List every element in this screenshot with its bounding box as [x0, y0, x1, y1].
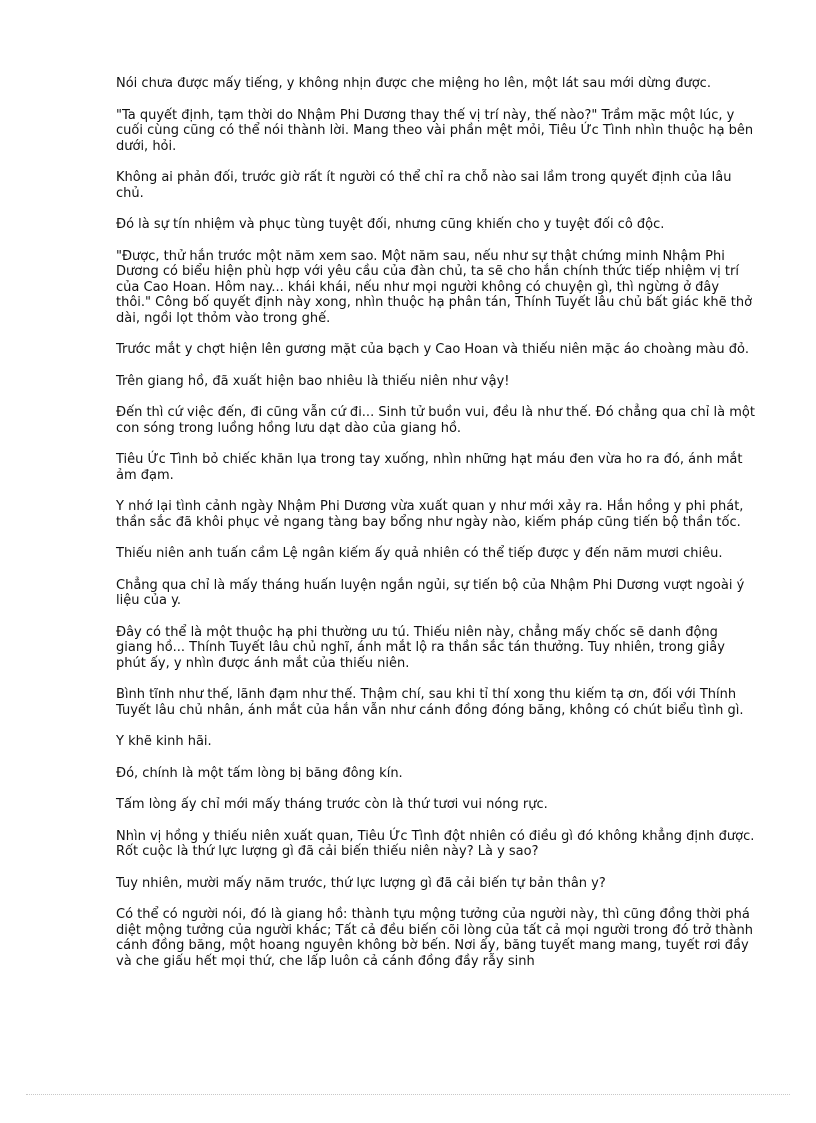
- paragraph-19: Tuy nhiên, mười mấy năm trước, thứ lực lượng gì đã cải biến tự bản thân y?: [116, 875, 606, 891]
- paragraph-5: "Được, thử hắn trước một năm xem sao. Một năm sau, nếu như sự thật chứng minh Nhậm Phi Dương có biểu hiện phù hợp với yêu cầu của đàn chủ, ta sẽ cho hắn chính thức tiếp nhiệm vị trí của Cao Hoan. Hôm nay... khái khái, nếu như mọi người không có chuyện gì, thì ngừng ở đây thôi." Công bố quyết định này xong, nhìn thuộc hạ phân tán, Thính Tuyết lâu chủ bất giác khẽ thở dài, ngồi lọt thỏm vào trong ghế.: [116, 248, 753, 326]
- paragraph-11: Thiếu niên anh tuấn cầm Lệ ngân kiếm ấy quả nhiên có thể tiếp được y đến năm mươi chiêu.: [116, 546, 723, 561]
- paragraph-9: Tiêu Ức Tình bỏ chiếc khăn lụa trong tay xuống, nhìn những hạt máu đen vừa ho ra đó, ánh mắt ảm đạm.: [116, 452, 743, 483]
- paragraph-16: Đó, chính là một tấm lòng bị băng đông kín.: [116, 765, 403, 781]
- paragraph-3: Không ai phản đối, trước giờ rất ít người có thể chỉ ra chỗ nào sai lầm trong quyết định của lâu chủ.: [116, 170, 732, 201]
- paragraph-2: "Ta quyết định, tạm thời do Nhậm Phi Dương thay thế vị trí này, thế nào?" Trầm mặc một lúc, y cuối cùng cũng có thể nói thành lời. Mang theo vài phần mệt mỏi, Tiêu Ức Tình nhìn thuộc hạ bên dưới, hỏi.: [116, 107, 754, 154]
- paragraph-17: Tấm lòng ấy chỉ mới mấy tháng trước còn là thứ tươi vui nóng rực.: [116, 797, 548, 812]
- paragraph-10: Y nhớ lại tình cảnh ngày Nhậm Phi Dương vừa xuất quan y như mới xảy ra. Hắn hồng y phi phát, thần sắc đã khôi phục vẻ ngang tàng bay bổng như ngày nào, kiếm pháp cũng tiến bộ thần tốc.: [116, 499, 744, 530]
- paragraph-1: Nói chưa được mấy tiếng, y không nhịn được che miệng ho lên, một lát sau mới dừng được.: [116, 76, 711, 91]
- paragraph-7: Trên giang hồ, đã xuất hiện bao nhiêu là thiếu niên như vậy!: [116, 373, 510, 389]
- paragraph-12: Chẳng qua chỉ là mấy tháng huấn luyện ngắn ngủi, sự tiến bộ của Nhậm Phi Dương vượt ngoài ý liệu của y.: [116, 577, 745, 608]
- document-page: [116, 76, 756, 985]
- paragraph-8: Đến thì cứ việc đến, đi cũng vẫn cứ đi... Sinh tử buồn vui, đều là như thế. Đó chẳng qua chỉ là một con sóng trong luồng hồng lưu dạt dào của giang hồ.: [116, 405, 755, 436]
- paragraph-18: Nhìn vị hồng y thiếu niên xuất quan, Tiêu Ức Tình đột nhiên có điều gì đó không khẳng định được. Rốt cuộc là thứ lực lượng gì đã cải biến thiếu niên này? Là y sao?: [116, 828, 755, 859]
- paragraph-4: Đó là sự tín nhiệm và phục tùng tuyệt đối, nhưng cũng khiến cho y tuyệt đối cô độc.: [116, 217, 665, 232]
- paragraph-15: Y khẽ kinh hãi.: [116, 734, 212, 749]
- paragraph-20: Có thể có người nói, đó là giang hồ: thành tựu mộng tưởng của người này, thì cũng đồng thời phá diệt mộng tưởng của người khác; Tất cả đều biến cõi lòng của tất cả mọi người trong đó trở thành cánh đồng băng, một hoang nguyên không bờ bến. Nơi ấy, băng tuyết mang mang, tuyết rơi đầy và che giấu hết mọi thứ, che lấp luôn cả cánh đồng đầy rẫy sinh: [116, 907, 754, 969]
- page-footer-divider: [26, 1094, 790, 1095]
- paragraph-13: Đây có thể là một thuộc hạ phi thường ưu tú. Thiếu niên này, chẳng mấy chốc sẽ danh động giang hồ... Thính Tuyết lâu chủ nghĩ, ánh mắt lộ ra thần sắc tán thưởng. Tuy nhiên, trong giây phút ấy, y nhìn được ánh mắt của thiếu niên.: [116, 624, 725, 671]
- paragraph-6: Trước mắt y chợt hiện lên gương mặt của bạch y Cao Hoan và thiếu niên mặc áo choàng màu đỏ.: [116, 342, 750, 357]
- paragraph-14: Bình tĩnh như thế, lãnh đạm như thế. Thậm chí, sau khi tỉ thí xong thu kiếm tạ ơn, đối với Thính Tuyết lâu chủ nhân, ánh mắt của hắn vẫn như cánh đồng đóng băng, không có chút biểu tình gì.: [116, 687, 744, 718]
